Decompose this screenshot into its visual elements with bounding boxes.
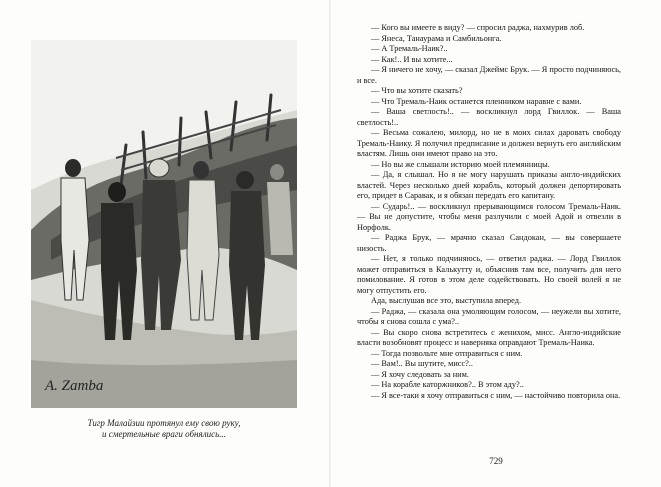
paragraph: — Раджа Брук, — мрачно сказал Сандокан, — вы совершаете низость. <box>357 233 621 253</box>
paragraph: — На корабле каторжников?.. В этом аду?.. <box>371 380 524 389</box>
paragraph: Ада, выслушав все это, выступила вперед. <box>371 296 522 305</box>
paragraph: — Нет, я только подчиняюсь, — ответил раджа. — Лорд Гвиллок может отправиться в Калькутту и, объяснив там все, получить для него помилование. Я готов в этом деле содействовать. Но своей волей я не могу отпустить его. <box>357 254 621 295</box>
paragraph: — Янеса, Танаурама и Самбильонга. <box>371 33 502 43</box>
paragraph: — Что вы хотите сказать? <box>371 86 463 95</box>
body-text <box>357 23 621 401</box>
right-page <box>331 0 661 487</box>
illustration-signature: A. Zamba <box>45 378 104 394</box>
paragraph: — Вам!.. Вы шутите, мисс?.. <box>371 359 473 368</box>
paragraph: — Вы скоро снова встретитесь с женихом, мисс. Англо-индийские власти возобновят процесс и наверняка оправдают Тремаль-Наика. <box>357 327 621 347</box>
paragraph: — Ваша светлость!.. — воскликнул лорд Гвиллок. — Ваша светлость!.. <box>357 107 621 127</box>
paragraph: — Как!.. И вы хотите... <box>371 54 453 64</box>
caption-line: Тигр Малайзии протянул ему свою руку, <box>87 418 241 428</box>
paragraph: — Я все-таки я хочу отправиться с ним, — настойчиво повторила она. <box>371 390 621 400</box>
paragraph: — Но вы же слышали историю моей племянницы. <box>371 159 550 169</box>
paragraph: — Кого вы имеете в виду? — спросил раджа, нахмурив лоб. <box>371 23 585 32</box>
paragraph: — Раджа, — сказала она умоляющим голосом, — неужели вы хотите, чтобы я снова сошла с ума?.. <box>357 306 621 326</box>
paragraph: — Сударь!.. — воскликнул прерывающимся голосом Тремаль-Наик. — Вы не допустите, чтобы меня разлучили с моей Адой и отвезли в Норфолк. <box>357 201 621 232</box>
engraving-image <box>31 40 297 408</box>
left-page <box>0 0 330 487</box>
caption-line: и смертельные враги обнялись... <box>102 429 226 439</box>
paragraph: — Что Тремаль-Наик останется пленником наравне с вами. <box>371 96 582 106</box>
page-number: 729 <box>489 456 503 466</box>
paragraph: — Да, я слышал. Но я не могу нарушать приказы англо-индийских властей. Через несколько дней корабль, который должен депортировать его, придет в Саравак, и я обязан передать его капитану. <box>357 170 621 200</box>
illustration <box>31 40 297 408</box>
paragraph: — А Тремаль-Наик?.. <box>371 44 448 53</box>
illustration-caption <box>22 418 306 440</box>
paragraph: — Тогда позвольте мне отправиться с ним. <box>371 348 523 358</box>
paragraph: — Весьма сожалею, милорд, но не в моих силах даровать свободу Тремаль-Наику. Я получил предписание и должен вернуть его английским властям. Лишь они имеют право на это. <box>357 128 621 158</box>
paragraph: — Я хочу следовать за ним. <box>371 369 469 379</box>
paragraph: — Я ничего не хочу, — сказал Джеймс Брук. — Я просто подчиняюсь, и все. <box>357 65 621 85</box>
